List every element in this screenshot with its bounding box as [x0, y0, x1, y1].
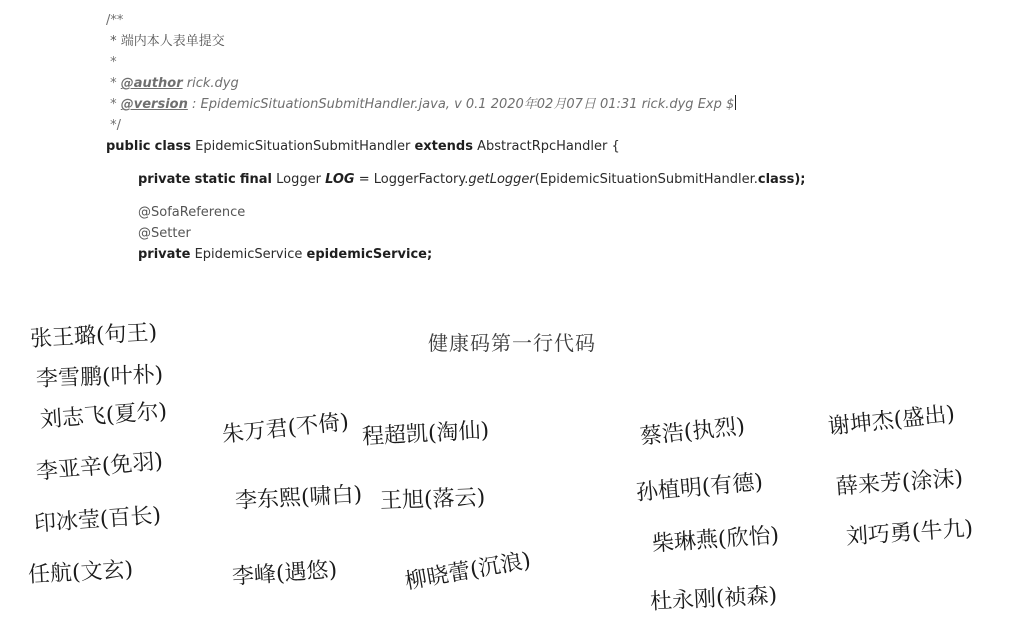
logger-line	[106, 169, 1006, 190]
signature: 孙植明(有德)	[635, 469, 764, 506]
class-declaration-line	[106, 136, 1006, 157]
keyword-private: private	[138, 172, 191, 187]
comment-blank-line	[106, 52, 1006, 73]
signature: 印冰莹(百长)	[33, 503, 162, 537]
caption: 健康码第一行代码	[428, 331, 596, 355]
annotation-sofa-reference: @SofaReference	[138, 205, 246, 220]
blank-line	[106, 157, 1006, 169]
signature: 王旭(落云)	[379, 485, 486, 514]
code-snippet	[106, 10, 1006, 265]
signature: 程超凯(淘仙)	[361, 418, 490, 450]
keyword-class: class	[154, 139, 192, 154]
comment-blank: *	[106, 55, 117, 70]
logger-argument: (EpidemicSituationSubmitHandler.	[534, 172, 758, 187]
logger-type: Logger	[271, 172, 326, 187]
comment-close-line	[106, 115, 1006, 136]
comment-description-line	[106, 31, 1006, 52]
field-end: ;	[426, 247, 433, 262]
comment-open: /**	[106, 13, 124, 28]
signature: 李亚辛(免羽)	[35, 448, 164, 485]
signature: 杜永刚(祯森)	[649, 583, 778, 615]
blank-line-2	[106, 190, 1006, 202]
logger-assign: = LoggerFactory.	[354, 172, 469, 187]
signature: 张王璐(句王)	[29, 320, 158, 352]
signature: 任航(文玄)	[27, 557, 134, 588]
field-type: EpidemicService	[190, 247, 307, 262]
signature: 薛来芳(涂沫)	[835, 466, 964, 500]
parent-class: AbstractRpcHandler {	[472, 139, 620, 154]
signature: 李雪鹏(叶朴)	[35, 362, 164, 392]
keyword-class-literal: class	[757, 172, 795, 187]
field-name: epidemicService	[306, 247, 427, 262]
comment-star-1: *	[106, 76, 121, 91]
signature: 朱万君(不倚)	[220, 409, 350, 448]
annotation-setter-line	[106, 223, 1006, 244]
comment-star-2: *	[106, 97, 121, 112]
author-value: rick.dyg	[182, 76, 239, 91]
comment-close: */	[106, 118, 122, 133]
signature: 刘志飞(夏尔)	[39, 399, 168, 433]
field-line	[106, 244, 1006, 265]
comment-description: * 端内本人表单提交	[106, 34, 225, 49]
comment-version-line	[106, 94, 1006, 115]
signature: 李东熙(啸白)	[234, 482, 363, 514]
logger-method: getLogger	[468, 172, 535, 187]
comment-author-line	[106, 73, 1006, 94]
signature: 谢坤杰(盛出)	[826, 401, 956, 440]
version-tag: @version	[120, 97, 188, 112]
signature: 李峰(遇悠)	[231, 557, 338, 590]
keyword-private-field: private	[138, 247, 191, 262]
logger-name: LOG	[325, 172, 355, 187]
signature: 柴琳燕(欣怡)	[651, 523, 780, 557]
keyword-public: public	[106, 139, 151, 154]
annotation-sofa-line	[106, 202, 1006, 223]
annotation-setter: @Setter	[138, 226, 191, 241]
comment-open-line	[106, 10, 1006, 31]
version-value: : EpidemicSituationSubmitHandler.java, v 0.1 2020年02月07日 01:31 rick.dyg Exp $	[187, 97, 735, 112]
author-tag: @author	[120, 76, 183, 91]
keyword-static: static	[194, 172, 236, 187]
keyword-final: final	[239, 172, 272, 187]
signature: 柳晓蕾(沉浪)	[403, 548, 533, 595]
keyword-extends: extends	[414, 139, 473, 154]
logger-end: );	[794, 172, 806, 187]
signature: 刘巧勇(牛九)	[845, 516, 974, 550]
text-cursor	[735, 95, 736, 110]
class-name: EpidemicSituationSubmitHandler	[191, 139, 415, 154]
signature: 蔡浩(执烈)	[638, 414, 747, 450]
